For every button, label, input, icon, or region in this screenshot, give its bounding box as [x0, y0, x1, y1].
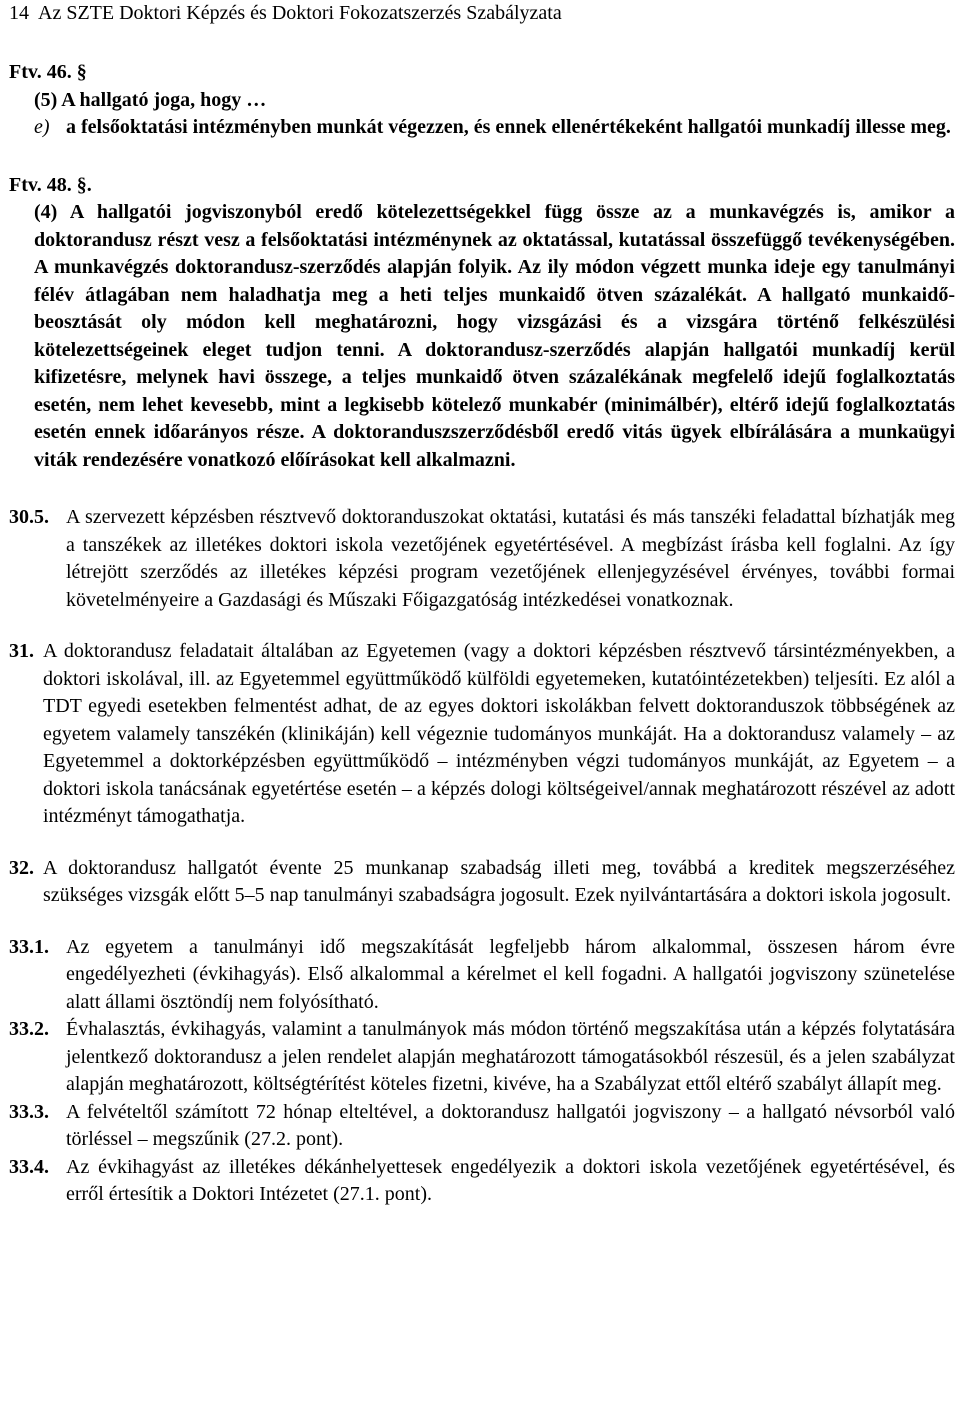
ftv46-item-e: [9, 114, 955, 142]
section-number: 31.: [9, 640, 34, 662]
section-text: A felvételtől számított 72 hónap elteltével, a doktorandusz hallgatói jogviszony – a hallgató névsorból való törléssel – megszűnik (27.2. pont).: [66, 1100, 955, 1150]
section-32: [9, 855, 955, 910]
section-text: A doktorandusz feladatait általában az Egyetemen (vagy a doktori képzésben résztvevő társintézményekben, a doktori iskolával, ill. az Egyetemmel együttműködő külföldi egyetemeken, kutatóintézetekben) teljesíti. Ez alól a TDT egyedi esetekben felmentést adhat, de az egyes doktori iskolákban felvett doktoranduszok többségének az egyetem valamely tanszékén (klinikáján) kell végeznie tudományos munkáját. Ha a doktorandusz valamely – az Egyetemmel a doktorképzésben együttműködő – intézményben végzi tudományos munkáját, az Egyetem – a doktori iskola tanácsának egyetértése esetén – a képzés dologi költségeivel/annak meghatározott részével az adott intézményt támogathatja.: [43, 640, 955, 827]
page-number: 14: [9, 2, 29, 24]
item-e-prefix: e): [34, 116, 50, 138]
section-text: Az évkihagyást az illetékes dékánhelyettesek engedélyezik a doktori iskola vezetőjének egyetértésével, és erről értesítik a Doktori Intézetet (27.1. pont).: [66, 1155, 955, 1205]
section-number: 30.5.: [9, 506, 49, 528]
section-number: 32.: [9, 856, 34, 879]
ftv46-block: [9, 59, 955, 142]
document-title: Az SZTE Doktori Képzés és Doktori Fokozatszerzés Szabályzata: [38, 2, 562, 24]
document-page: [9, 0, 955, 1209]
ftv48-ref: Ftv. 48. §.: [9, 173, 92, 196]
ftv46-ref: Ftv. 46. §: [9, 61, 87, 83]
section-33-1: [9, 934, 955, 1017]
item-e-text: a felsőoktatási intézményben munkát végezzen, és ennek ellenértékeként hallgatói munkadíj illesse meg.: [66, 116, 951, 138]
section-text: A doktorandusz hallgatót évente 25 munkanap szabadság illeti meg, továbbá a kreditek megszerzéséhez szükséges vizsgák előtt 5–5 nap tanulmányi szabadságra jogosult. Ezek nyilvántartására a doktori iskola jogosult.: [43, 856, 955, 906]
section-33-3: [9, 1099, 955, 1154]
ftv48-block: [9, 172, 955, 475]
ftv48-paragraph: (4) A hallgatói jogviszonyból eredő kötelezettségekkel függ össze az a munkavégzés is, amikor a doktorandusz részt vesz a felsőoktatási intézménynek az oktatással, kutatással összefüggő tevékenységében. A munkavégzés doktorandusz-szerződés alapján folyik. Az ily módon végzett munka ideje egy tanulmányi félév átlagában nem haladhatja meg a heti teljes munkaidő ötven százalékát. A hallgató munkaidő-beosztását oly módon kell meghatározni, hogy vizsgázási és a vizsgára történő felkészülési kötelezettségeinek eleget tudjon tenni. A doktorandusz-szerződés alapján hallgatói munkadíj kerül kifizetésre, melynek havi összege, a teljes munkaidő ötven százalékának megfelelő idejű foglalkoztatás esetén, nem lehet kevesebb, mint a legkisebb kötelező munkabér (minimálbér), eltérő idejű foglalkoztatás esetén ennek időarányos része. A doktoranduszszerződésből eredő vitás ügyek elbírálására a munkaügyi viták rendezésére vonatkozó előírásokat kell alkalmazni.: [34, 201, 955, 471]
ftv46-line1: (5) A hallgató joga, hogy …: [34, 88, 267, 111]
section-number: 33.4.: [9, 1155, 49, 1178]
section-number: 33.1.: [9, 935, 49, 958]
section-number: 33.2.: [9, 1018, 49, 1040]
section-33-4: [9, 1154, 955, 1209]
section-33-2: [9, 1016, 955, 1099]
section-number: 33.3.: [9, 1100, 49, 1123]
section-text: A szervezett képzésben résztvevő doktoranduszokat oktatási, kutatási és más tanszéki feladattal bízhatják meg a tanszékek az illetékes doktori iskola vezetőjének egyetértésével. A megbízást írásba kell foglalni. Az így létrejött szerződés az illetékes képzési program vezetőjének ellenjegyzésével érvényes, további formai követelményeire a Gazdasági és Műszaki Főigazgatóság intézkedései vonatkoznak.: [66, 506, 955, 611]
section-31: [9, 638, 955, 831]
section-text: Évhalasztás, évkihagyás, valamint a tanulmányok más módon történő megszakítása után a képzés folytatására jelentkező doktorandusz a jelen rendelet alapján meghatározott támogatásokból részesül, és a jelen szabályzat alapján meghatározott, költségtérítést köteles fizetni, kivéve, ha a Szabályzat ettől eltérő szabályt állapít meg.: [66, 1018, 955, 1095]
running-header: [9, 0, 955, 26]
section-30-5: [9, 504, 955, 614]
section-text: Az egyetem a tanulmányi idő megszakítását legfeljebb három alkalommal, összesen három évre engedélyezheti (évkihagyás). Első alkalommal a kérelmet el kell fogadni. A hallgatói jogviszony szünetelése alatt állami ösztöndíj nem folyósítható.: [66, 935, 955, 1013]
